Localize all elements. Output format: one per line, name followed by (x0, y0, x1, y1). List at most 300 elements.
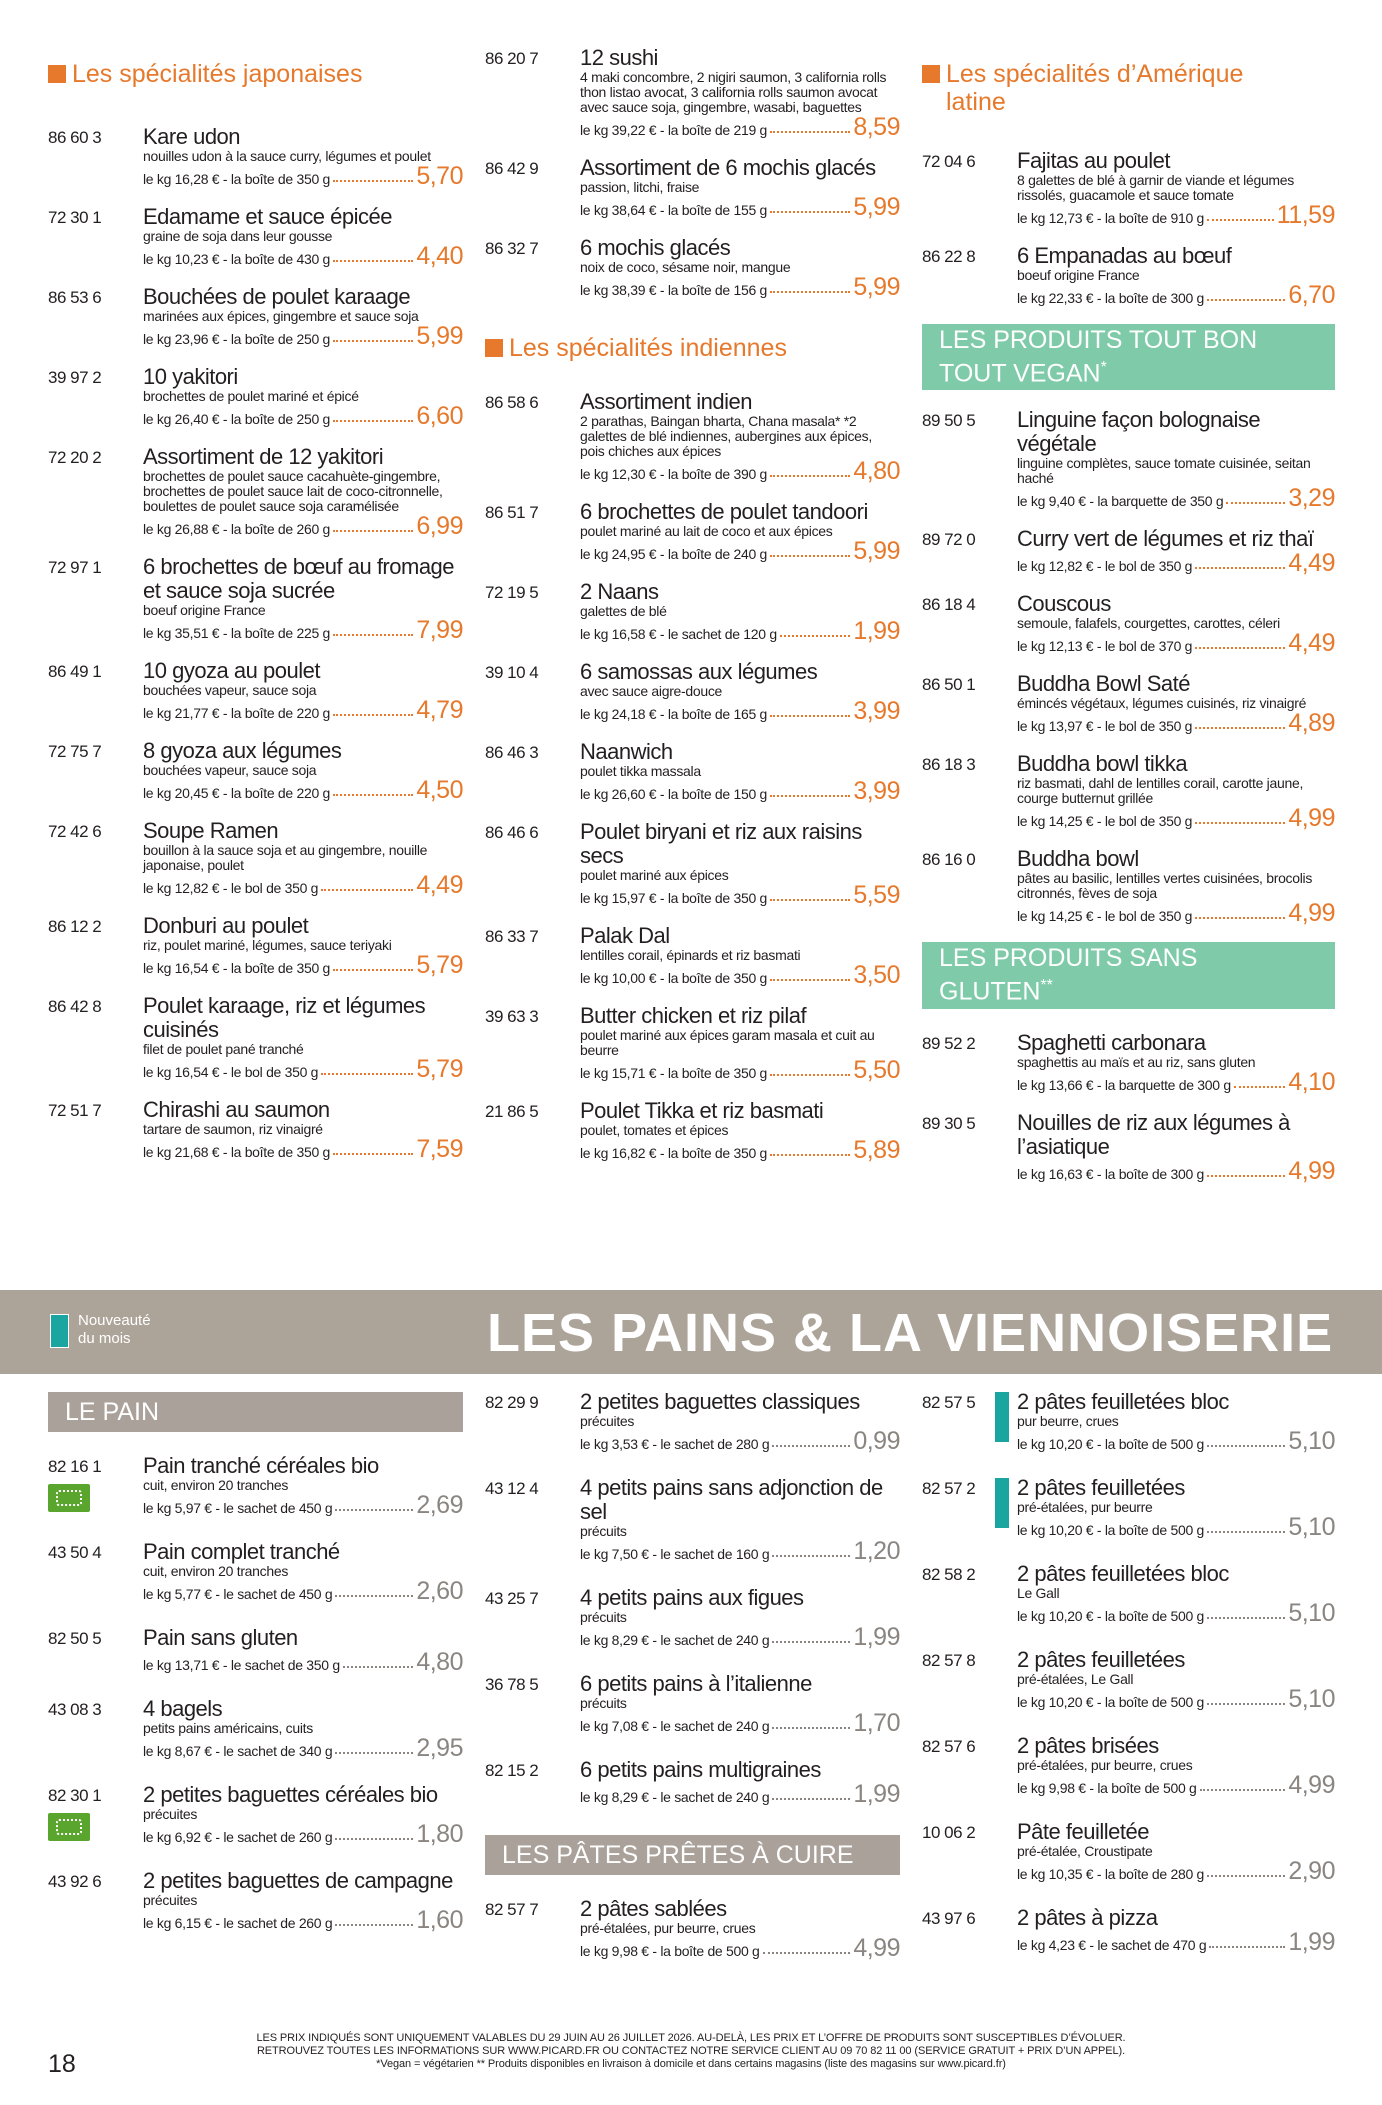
leader-dots (333, 419, 413, 422)
product-price-line (143, 698, 463, 723)
product-price: 2,95 (416, 1734, 463, 1762)
product-code: 86 33 7 (485, 927, 539, 946)
product-item (922, 1476, 1335, 1540)
product-body (1017, 1734, 1335, 1798)
product-unit-price: le kg 9,40 € - la barquette de 350 g (1017, 493, 1224, 510)
product-name: Pain sans gluten (143, 1625, 298, 1650)
product-body (143, 1540, 463, 1604)
product-code-col (922, 672, 1017, 736)
pates2-section (922, 1390, 1335, 1977)
product-body (143, 1454, 463, 1518)
product-code: 86 18 3 (922, 755, 976, 775)
product-name: Bouchées de poulet karaage (143, 284, 411, 309)
product-name: Pâte feuilletée (1017, 1819, 1149, 1844)
product-code: 82 57 8 (922, 1651, 976, 1670)
product-item (922, 244, 1335, 308)
product-item (48, 555, 463, 643)
product-name: Curry vert de légumes et riz thaï (1017, 526, 1314, 552)
product-price-line (143, 873, 463, 898)
japanese-section (48, 60, 463, 1178)
product-price: 1,70 (853, 1709, 900, 1737)
product-code-col (48, 1697, 143, 1761)
product-code: 72 97 1 (48, 558, 102, 577)
product-body (1017, 1390, 1335, 1454)
product-unit-price: le kg 16,82 € - la boîte de 350 g (580, 1145, 768, 1161)
product-item (48, 125, 463, 189)
product-code-col (485, 390, 580, 484)
product-item (48, 1454, 463, 1518)
product-code-col (48, 1783, 143, 1847)
product-price: 2,90 (1288, 1857, 1335, 1885)
product-name: Nouilles de riz aux légumes à l’asiatique (1017, 1109, 1290, 1159)
product-code: 86 20 7 (485, 49, 539, 68)
product-name: 8 gyoza aux légumes (143, 738, 342, 763)
leader-dots (770, 554, 850, 557)
product-price: 4,49 (1288, 629, 1335, 658)
pates-list (485, 1897, 900, 1961)
product-item (485, 740, 900, 804)
product-description: riz basmati, dahl de lentilles corail, carotte jaune, courge butternut grillée (1017, 775, 1304, 807)
product-description: brochettes de poulet mariné et épicé (143, 388, 359, 404)
product-description: émincés végétaux, légumes cuisinés, riz vinaigré (1017, 695, 1307, 712)
product-body (143, 125, 463, 189)
leader-dots (770, 130, 850, 133)
product-description: précuits (580, 1695, 627, 1711)
product-description: précuites (143, 1806, 198, 1822)
product-item (48, 1098, 463, 1162)
leader-dots (335, 1923, 413, 1926)
latin-title: Les spécialités d’Amérique latine (922, 60, 1335, 116)
product-code: 86 22 8 (922, 247, 976, 266)
product-item (48, 739, 463, 803)
section-square-icon (48, 65, 66, 83)
pates-band: LES PÂTES PRÊTES À CUIRE (485, 1835, 900, 1875)
product-price: 4,49 (1288, 549, 1335, 578)
product-name: 2 pâtes feuilletées (1017, 1647, 1185, 1672)
product-body (580, 500, 900, 564)
product-price: 4,99 (1288, 899, 1335, 928)
product-price-line (580, 539, 900, 564)
product-price: 5,99 (853, 273, 900, 301)
product-price: 11,59 (1276, 201, 1335, 229)
product-price-line (143, 1493, 463, 1518)
product-code: 86 18 4 (922, 595, 976, 615)
product-name: Poulet Tikka et riz basmati (580, 1098, 824, 1123)
product-unit-price: le kg 14,25 € - le bol de 350 g (1017, 908, 1193, 925)
product-body (580, 820, 900, 908)
product-name: 4 petits pains sans adjonction de sel (580, 1475, 883, 1524)
product-price-line (580, 1058, 900, 1083)
product-body (143, 445, 463, 539)
leader-dots (1207, 298, 1285, 301)
product-price: 5,10 (1288, 1685, 1335, 1713)
product-code-col (485, 1586, 580, 1650)
product-code: 72 51 7 (48, 1101, 102, 1120)
product-price-line (1017, 901, 1335, 926)
product-price: 4,89 (1288, 709, 1335, 738)
product-price-line (1017, 486, 1335, 511)
product-price-line (143, 1137, 463, 1162)
product-description: passion, litchi, fraise (580, 179, 700, 195)
product-unit-price: le kg 10,00 € - la boîte de 350 g (580, 970, 768, 986)
product-name: Edamame et sauce épicée (143, 204, 392, 229)
product-body (1017, 1031, 1335, 1095)
product-name: 4 petits pains aux figues (580, 1585, 804, 1610)
product-price-line (580, 1429, 900, 1454)
leader-dots (772, 1726, 850, 1729)
product-price-line (143, 778, 463, 803)
product-body (580, 1004, 900, 1083)
latin-section (922, 60, 1335, 1200)
product-item (485, 660, 900, 724)
product-body (580, 1099, 900, 1163)
product-name: 2 pâtes feuilletées bloc (1017, 1561, 1229, 1586)
leader-dots (772, 1797, 850, 1800)
product-name: 6 petits pains multigraines (580, 1757, 821, 1782)
product-name: Chirashi au saumon (143, 1097, 330, 1122)
vegan-list (922, 408, 1335, 926)
product-unit-price: le kg 8,29 € - le sachet de 240 g (580, 1632, 770, 1648)
product-name: 2 pâtes sablées (580, 1896, 727, 1921)
product-body (143, 555, 463, 643)
leader-dots (770, 794, 850, 797)
footer-line: *Vegan = végétarien ** Produits disponibles en livraison à domicile et dans certains magasins (liste des magasins sur www.picard.fr) (376, 2058, 1006, 2070)
product-code-col (48, 445, 143, 539)
product-item (48, 914, 463, 978)
product-description: bouchées vapeur, sauce soja (143, 682, 317, 698)
product-code: 86 58 6 (485, 393, 539, 412)
product-code-col (48, 1869, 143, 1933)
product-price-line (580, 459, 900, 484)
product-item (48, 285, 463, 349)
product-item (922, 1734, 1335, 1798)
product-price-line (1017, 1687, 1335, 1712)
product-description: linguine complètes, sauce tomate cuisinée, seitan haché (1017, 455, 1311, 487)
product-body (1017, 408, 1335, 511)
product-body (1017, 527, 1335, 576)
product-price: 1,99 (853, 617, 900, 645)
leader-dots (333, 179, 413, 182)
product-body (580, 1672, 900, 1736)
product-price-line (1017, 1930, 1335, 1955)
product-name: Buddha bowl (1017, 846, 1139, 872)
product-code: 43 50 4 (48, 1543, 102, 1562)
product-body (580, 1390, 900, 1454)
product-price: 1,60 (416, 1906, 463, 1934)
product-price: 5,10 (1288, 1599, 1335, 1627)
product-unit-price: le kg 16,54 € - le bol de 350 g (143, 1064, 319, 1080)
product-price: 4,80 (416, 1648, 463, 1676)
product-description: pré-étalées, pur beurre, crues (1017, 1757, 1193, 1773)
product-code-col (485, 1390, 580, 1454)
product-code: 39 10 4 (485, 663, 539, 682)
leader-dots (1207, 1444, 1285, 1447)
section-square-icon (922, 65, 940, 83)
product-unit-price: le kg 10,20 € - la boîte de 500 g (1017, 1608, 1205, 1624)
product-code-col (48, 1540, 143, 1604)
japanese-list (48, 125, 463, 1162)
leader-dots (770, 474, 850, 477)
gluten-band: LES PRODUITS SANS GLUTEN** (922, 942, 1335, 1008)
product-price-line (143, 1908, 463, 1933)
product-unit-price: le kg 8,67 € - le sachet de 340 g (143, 1743, 333, 1759)
product-unit-price: le kg 22,33 € - la boîte de 300 g (1017, 290, 1205, 306)
product-price: 4,99 (853, 1934, 900, 1962)
product-name: 2 petites baguettes de campagne (143, 1868, 453, 1893)
product-code-col (48, 205, 143, 269)
product-code-col (48, 914, 143, 978)
gluten-list (922, 1031, 1335, 1184)
product-code: 82 30 1 (48, 1786, 102, 1805)
product-description: galettes de blé (580, 603, 667, 619)
product-code: 82 57 6 (922, 1737, 976, 1756)
product-code: 86 53 6 (48, 288, 102, 307)
product-unit-price: le kg 38,39 € - la boîte de 156 g (580, 282, 768, 298)
product-price-line (580, 115, 900, 140)
product-item (48, 365, 463, 429)
product-body (1017, 592, 1335, 656)
product-code-col (48, 994, 143, 1082)
leader-dots (321, 888, 413, 891)
product-price-line (580, 1138, 900, 1163)
product-unit-price: le kg 26,60 € - la boîte de 150 g (580, 786, 768, 802)
product-code-col (922, 1734, 1017, 1798)
product-body (143, 1626, 463, 1675)
product-description: semoule, falafels, courgettes, carottes, céleri (1017, 615, 1280, 632)
product-code: 86 50 1 (922, 675, 976, 695)
product-item (922, 149, 1335, 228)
leader-dots (770, 210, 850, 213)
product-code-col (485, 820, 580, 908)
product-body (580, 1758, 900, 1807)
product-name: Linguine façon bolognaise végétale (1017, 407, 1261, 457)
product-price-line (143, 1736, 463, 1761)
product-code: 82 57 5 (922, 1393, 976, 1412)
product-name: 6 brochettes de bœuf au fromage et sauce soja sucrée (143, 554, 455, 603)
product-name: Soupe Ramen (143, 818, 279, 843)
product-body (143, 205, 463, 269)
product-price-line (1017, 711, 1335, 736)
product-price-line (143, 953, 463, 978)
product-price-line (580, 1539, 900, 1564)
product-unit-price: le kg 5,77 € - le sachet de 450 g (143, 1586, 333, 1602)
product-item (922, 752, 1335, 831)
product-description: riz, poulet mariné, légumes, sauce teriyaki (143, 937, 392, 953)
product-description: boeuf origine France (143, 602, 266, 618)
leader-dots (1234, 1085, 1285, 1088)
leader-dots (1195, 726, 1285, 729)
product-price-line (143, 618, 463, 643)
product-price-line (1017, 203, 1335, 228)
japanese2-list (485, 46, 900, 300)
product-name: 10 gyoza au poulet (143, 658, 320, 683)
product-name: Fajitas au poulet (1017, 148, 1170, 173)
product-body (143, 819, 463, 898)
product-body (143, 1869, 463, 1933)
product-body (1017, 244, 1335, 308)
product-body (580, 390, 900, 484)
product-description: poulet, tomates et épices (580, 1122, 729, 1138)
product-code: 89 52 2 (922, 1033, 976, 1053)
leader-dots (321, 1072, 413, 1075)
product-code-col (485, 1004, 580, 1083)
leader-dots (333, 529, 413, 532)
product-price-line (1017, 1156, 1335, 1185)
leader-dots (333, 793, 413, 796)
leader-dots (1207, 1702, 1285, 1705)
product-item (48, 819, 463, 898)
product-name: 2 pâtes feuilletées (1017, 1475, 1185, 1500)
product-price-line (1017, 1773, 1335, 1798)
product-code: 82 50 5 (48, 1629, 102, 1648)
product-body (143, 1783, 463, 1847)
product-item (922, 527, 1335, 576)
leader-dots (333, 968, 413, 971)
product-price-line (580, 779, 900, 804)
product-code-col (922, 847, 1017, 926)
product-name: Palak Dal (580, 923, 670, 948)
product-price: 3,29 (1288, 484, 1335, 513)
product-code: 86 16 0 (922, 850, 976, 870)
product-body (143, 285, 463, 349)
product-code-col (485, 660, 580, 724)
product-price: 4,79 (416, 696, 463, 724)
product-item (48, 205, 463, 269)
product-item (48, 1697, 463, 1761)
product-body (1017, 1476, 1335, 1540)
footer-legal (120, 2032, 1262, 2071)
product-unit-price: le kg 38,64 € - la boîte de 155 g (580, 202, 768, 218)
product-description: poulet tikka massala (580, 763, 701, 779)
product-body (580, 46, 900, 140)
product-code-col (485, 924, 580, 988)
product-name: 2 Naans (580, 579, 659, 604)
product-price-line (580, 1782, 900, 1807)
product-price: 8,59 (853, 113, 900, 141)
product-unit-price: le kg 16,63 € - la boîte de 300 g (1017, 1165, 1205, 1182)
product-unit-price: le kg 13,97 € - le bol de 350 g (1017, 718, 1193, 735)
product-price: 4,40 (416, 242, 463, 270)
product-item (922, 1390, 1335, 1454)
product-body (580, 156, 900, 220)
product-code-col (922, 1906, 1017, 1955)
product-code-col (485, 580, 580, 644)
product-price-line (1017, 806, 1335, 831)
product-price: 5,79 (416, 1055, 463, 1083)
product-price: 2,69 (416, 1491, 463, 1519)
product-code-col (48, 1454, 143, 1518)
pain-list (48, 1454, 463, 1933)
product-unit-price: le kg 10,20 € - la boîte de 500 g (1017, 1522, 1205, 1538)
product-item (922, 1906, 1335, 1955)
product-name: Assortiment de 12 yakitori (143, 444, 384, 469)
product-name: Pain tranché céréales bio (143, 1453, 379, 1478)
product-description: pur beurre, crues (1017, 1413, 1119, 1429)
product-item (48, 445, 463, 539)
product-code: 86 32 7 (485, 239, 539, 258)
product-name: 6 samossas aux légumes (580, 659, 818, 684)
product-code-col (48, 285, 143, 349)
product-price: 7,99 (416, 616, 463, 644)
product-unit-price: le kg 12,82 € - le bol de 350 g (1017, 558, 1193, 575)
product-description: poulet mariné aux épices (580, 867, 729, 883)
product-body (143, 994, 463, 1082)
product-description: précuites (580, 1413, 635, 1429)
product-item (485, 500, 900, 564)
product-code: 72 30 1 (48, 208, 102, 227)
product-price-line (1017, 631, 1335, 656)
product-price-line (143, 1650, 463, 1675)
product-price-line (1017, 1067, 1335, 1096)
product-unit-price: le kg 7,50 € - le sachet de 160 g (580, 1546, 770, 1562)
product-price: 3,50 (853, 961, 900, 989)
product-price-line (580, 275, 900, 300)
product-description: pré-étalée, Croustipate (1017, 1843, 1153, 1859)
product-name: 2 pâtes brisées (1017, 1733, 1159, 1758)
product-name: Pain complet tranché (143, 1539, 340, 1564)
organic-label-icon (48, 1813, 90, 1841)
pain2-section (485, 1390, 900, 1983)
product-price: 1,20 (853, 1537, 900, 1565)
product-unit-price: le kg 10,35 € - la boîte de 280 g (1017, 1866, 1205, 1882)
product-description: filet de poulet pané tranché (143, 1041, 304, 1057)
product-name: Assortiment indien (580, 389, 752, 414)
product-item (922, 1111, 1335, 1184)
indian-list (485, 390, 900, 1163)
product-item (485, 1672, 900, 1736)
product-body (580, 1586, 900, 1650)
product-price: 5,70 (416, 162, 463, 190)
leader-dots (1195, 646, 1285, 649)
product-unit-price: le kg 5,97 € - le sachet de 450 g (143, 1500, 333, 1516)
product-code: 82 29 9 (485, 1393, 539, 1412)
product-description: 2 parathas, Baingan bharta, Chana masala* *2 galettes de blé indiennes, aubergines aux épices, pois chiches aux épices (580, 413, 872, 459)
product-code-col (485, 1476, 580, 1564)
new-product-legend: Nouveauté du mois (78, 1312, 151, 1347)
product-description: 8 galettes de blé à garnir de viande et légumes rissolés, guacamole et sauce tomate (1017, 172, 1294, 203)
leader-dots (1207, 1530, 1285, 1533)
product-unit-price: le kg 21,68 € - la boîte de 350 g (143, 1144, 331, 1160)
leader-dots (333, 713, 413, 716)
product-item (485, 1758, 900, 1807)
product-unit-price: le kg 16,28 € - la boîte de 350 g (143, 171, 331, 187)
product-unit-price: le kg 8,29 € - le sachet de 240 g (580, 1789, 770, 1805)
product-price: 5,99 (853, 537, 900, 565)
product-price-line (1017, 551, 1335, 576)
product-unit-price: le kg 12,82 € - le bol de 350 g (143, 880, 319, 896)
product-description: tartare de saumon, riz vinaigré (143, 1121, 323, 1137)
product-name: Butter chicken et riz pilaf (580, 1003, 807, 1028)
product-description: avec sauce aigre-douce (580, 683, 723, 699)
product-code: 72 75 7 (48, 742, 102, 761)
product-price: 5,10 (1288, 1513, 1335, 1541)
product-name: Buddha bowl tikka (1017, 751, 1188, 777)
product-name: Couscous (1017, 591, 1111, 617)
leader-dots (1195, 916, 1285, 919)
product-unit-price: le kg 10,20 € - la boîte de 500 g (1017, 1436, 1205, 1452)
product-item (922, 1648, 1335, 1712)
product-code-col (485, 1099, 580, 1163)
product-body (143, 365, 463, 429)
product-body (143, 659, 463, 723)
product-price: 2,60 (416, 1577, 463, 1605)
product-description: nouilles udon à la sauce curry, légumes et poulet (143, 148, 431, 164)
product-item (485, 1586, 900, 1650)
product-code: 72 19 5 (485, 583, 539, 602)
product-code-col (48, 1098, 143, 1162)
product-code: 39 97 2 (48, 368, 102, 387)
leader-dots (1226, 501, 1285, 504)
